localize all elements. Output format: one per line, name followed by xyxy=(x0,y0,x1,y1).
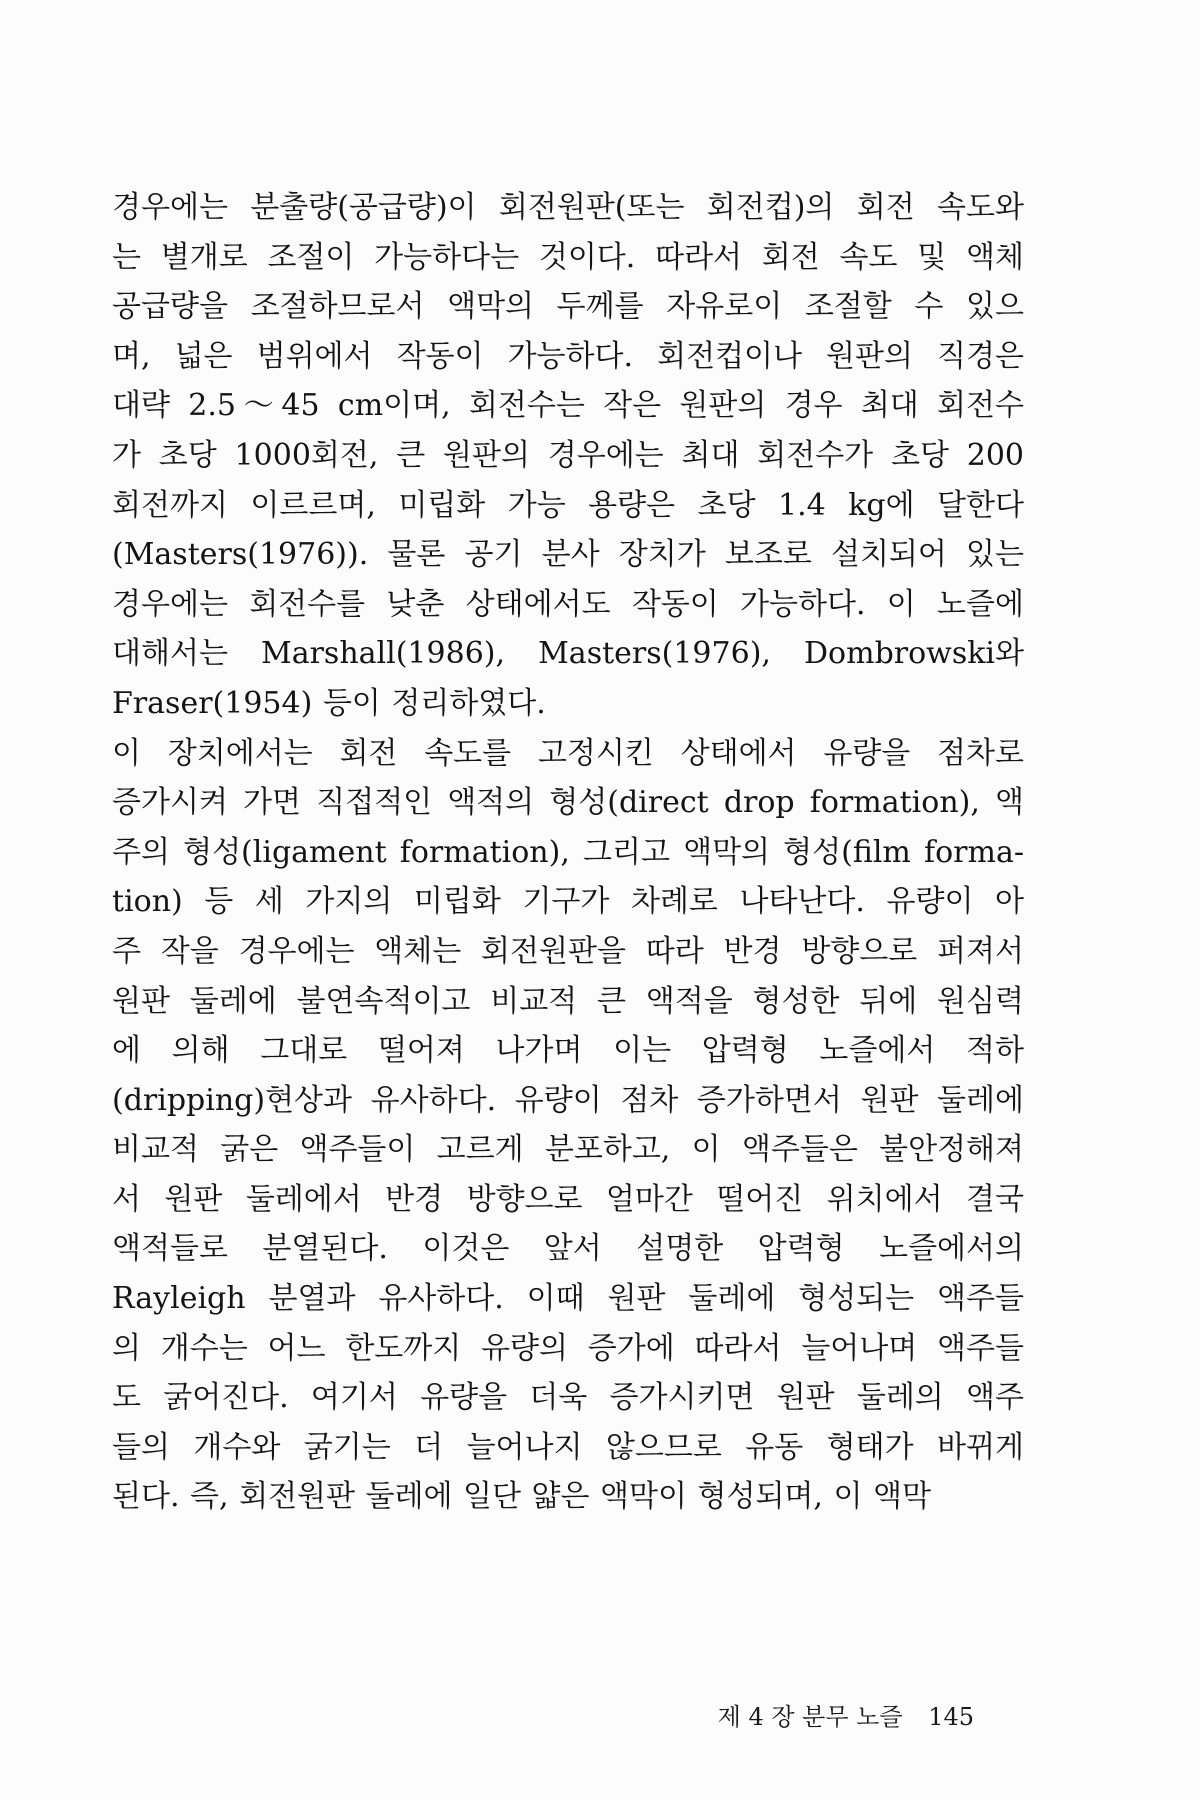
text-line: 주 작을 경우에는 액체는 회전원판을 따라 반경 방향으로 퍼져서 xyxy=(112,933,1024,969)
text-line: 대략 2.5～45 cm이며, 회전수는 작은 원판의 경우 최대 회전수 xyxy=(112,388,1024,424)
text-line: 의 개수는 어느 한도까지 유량의 증가에 따라서 늘어나며 액주들 xyxy=(112,1330,1024,1366)
text-line: 회전까지 이르르며, 미립화 가능 용량은 초당 1.4 kg에 달한다 xyxy=(112,487,1024,523)
chapter-title: 제 4 장 분무 노즐 xyxy=(717,1703,903,1731)
text-line: 비교적 굵은 액주들이 고르게 분포하고, 이 액주들은 불안정해져 xyxy=(112,1132,1024,1168)
text-line: 는 별개로 조절이 가능하다는 것이다. 따라서 회전 속도 및 액체 xyxy=(112,239,1024,275)
text-line: 된다. 즉, 회전원판 둘레에 일단 얇은 액막이 형성되며, 이 액막 xyxy=(112,1479,931,1515)
text-line: Fraser(1954) 등이 정리하였다. xyxy=(112,685,546,721)
text-line: 에 의해 그대로 떨어져 나가며 이는 압력형 노즐에서 적하 xyxy=(112,1033,1024,1069)
text-line: 이 장치에서는 회전 속도를 고정시킨 상태에서 유량을 점차로 xyxy=(112,735,1024,771)
text-line: Rayleigh 분열과 유사하다. 이때 원판 둘레에 형성되는 액주들 xyxy=(112,1281,1024,1317)
text-line: 며, 넓은 범위에서 작동이 가능하다. 회전컵이나 원판의 직경은 xyxy=(112,338,1024,374)
text-line: 도 굵어진다. 여기서 유량을 더욱 증가시키면 원판 둘레의 액주 xyxy=(112,1380,1024,1416)
text-line: (Masters(1976)). 물론 공기 분사 장치가 보조로 설치되어 있는 xyxy=(112,537,1024,573)
text-line: 서 원판 둘레에서 반경 방향으로 얼마간 떨어진 위치에서 결국 xyxy=(112,1181,1024,1217)
text-line: (dripping)현상과 유사하다. 유량이 점차 증가하면서 원판 둘레에 xyxy=(112,1082,1024,1118)
text-line: 액적들로 분열된다. 이것은 앞서 설명한 압력형 노즐에서의 xyxy=(112,1231,1024,1267)
text-line: 가 초당 1000회전, 큰 원판의 경우에는 최대 회전수가 초당 200 xyxy=(112,437,1024,473)
body-text xyxy=(112,183,1024,1522)
text-line: 증가시켜 가면 직접적인 액적의 형성(direct drop formation), 액 xyxy=(112,785,1024,821)
page-number: 145 xyxy=(928,1703,974,1731)
text-line: 원판 둘레에 불연속적이고 비교적 큰 액적을 형성한 뒤에 원심력 xyxy=(112,983,1024,1019)
text-line: tion) 등 세 가지의 미립화 기구가 차례로 나타난다. 유량이 아 xyxy=(112,884,1024,920)
text-line: 경우에는 회전수를 낮춘 상태에서도 작동이 가능하다. 이 노즐에 xyxy=(112,586,1024,622)
page-footer xyxy=(718,1697,974,1732)
text-line: 공급량을 조절하므로서 액막의 두께를 자유로이 조절할 수 있으 xyxy=(112,289,1024,325)
text-line: 대해서는 Marshall(1986), Masters(1976), Dombrowski와 xyxy=(112,636,1024,672)
text-line: 들의 개수와 굵기는 더 늘어나지 않으므로 유동 형태가 바뀌게 xyxy=(112,1429,1024,1465)
text-line: 주의 형성(ligament formation), 그리고 액막의 형성(film forma- xyxy=(112,834,1024,870)
text-line: 경우에는 분출량(공급량)이 회전원판(또는 회전컵)의 회전 속도와 xyxy=(112,190,1024,225)
